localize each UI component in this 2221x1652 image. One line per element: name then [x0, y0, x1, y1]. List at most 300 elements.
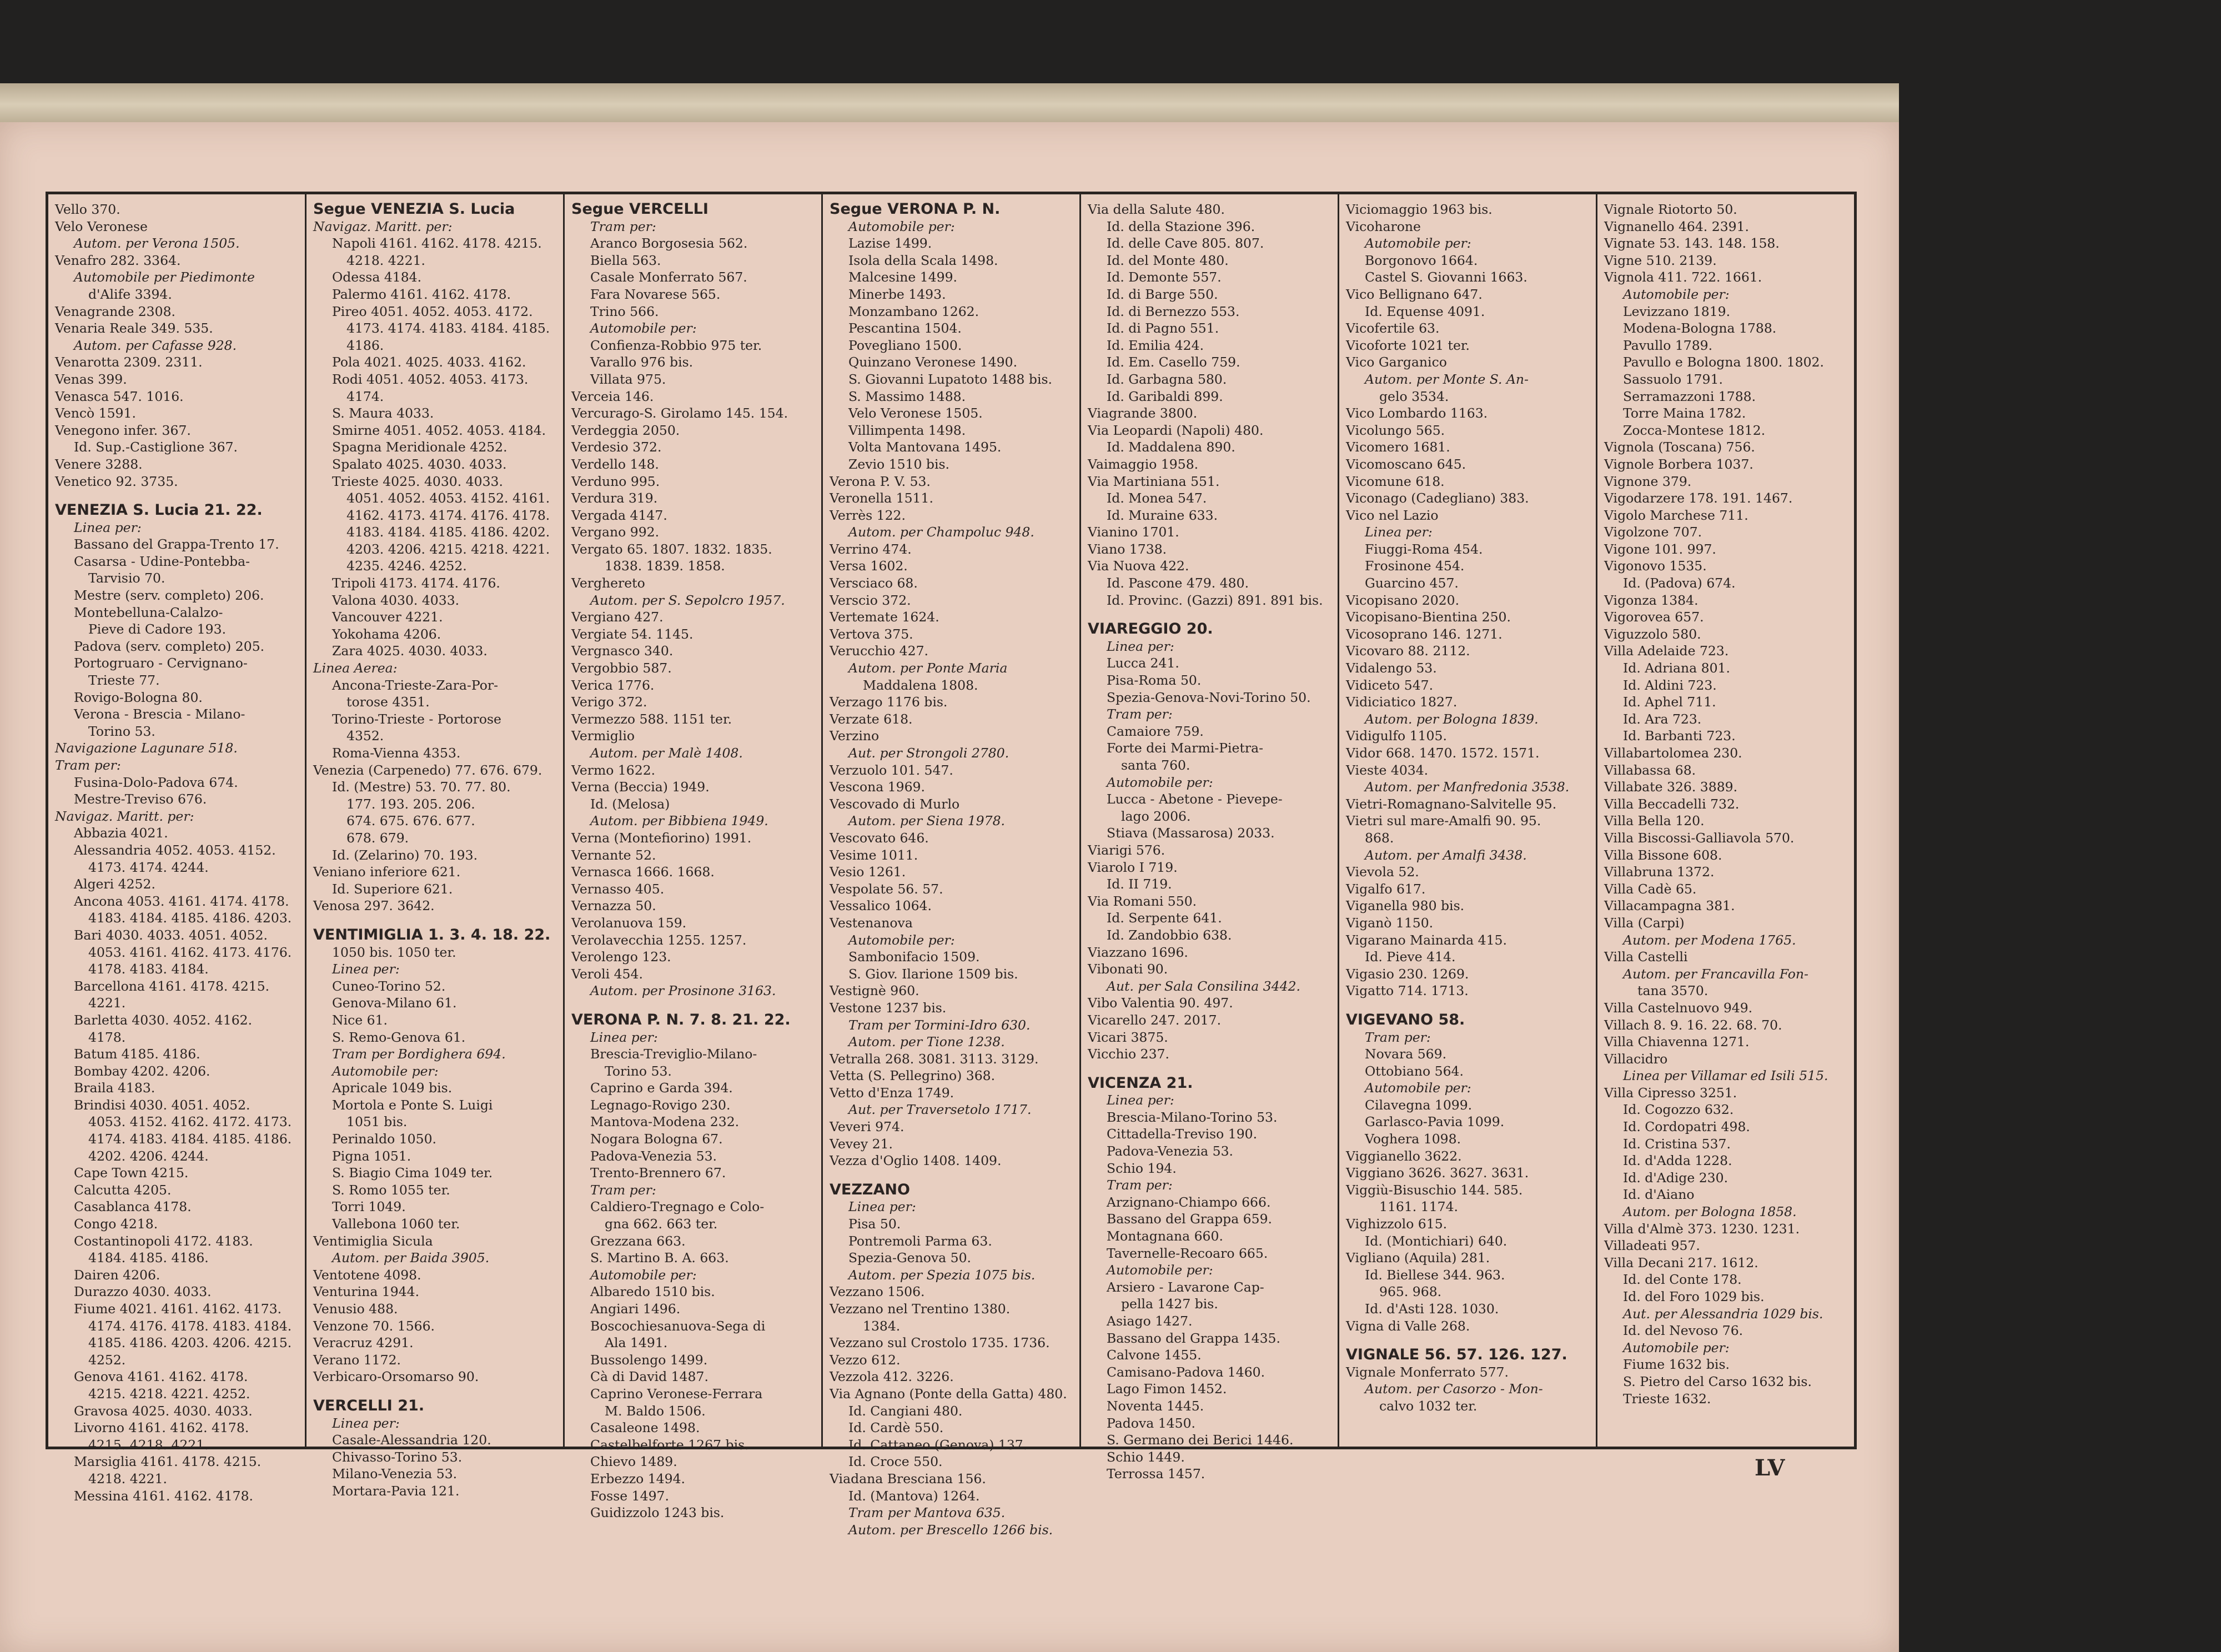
index-entry: Tram per:	[55, 757, 121, 773]
index-entry: Id. d'Adda 1228.	[1623, 1153, 1732, 1169]
index-entry: Caprino e Garda 394.	[590, 1080, 733, 1096]
index-entry: Autom. per Ponte Maria	[848, 660, 1008, 676]
index-entry: Vieste 4034.	[1346, 762, 1429, 778]
index-entry: Vighizzolo 615.	[1346, 1216, 1448, 1232]
index-entry: Abbazia 4021.	[74, 825, 168, 841]
index-entry: Autom. per Baida 3905.	[332, 1250, 490, 1266]
index-entry: Pisa 50.	[848, 1216, 901, 1232]
index-entry: Vernasca 1666. 1668.	[571, 864, 715, 880]
index-entry: Venusio 488.	[313, 1301, 398, 1317]
index-entry: Autom. per Malè 1408.	[590, 745, 743, 761]
index-entry: Vianino 1701.	[1088, 524, 1179, 540]
index-entry: Verna (Beccia) 1949.	[571, 779, 710, 795]
index-entry: Vergada 4147.	[571, 507, 667, 523]
index-entry: Levizzano 1819.	[1623, 303, 1731, 319]
index-entry: Terrossa 1457.	[1107, 1466, 1205, 1482]
index-entry: Vicosoprano 146. 1271.	[1346, 626, 1503, 642]
index-entry: Linea per:	[1107, 1092, 1174, 1108]
index-entry: Braila 4183.	[74, 1080, 155, 1096]
index-entry: Vidiceto 547.	[1346, 677, 1434, 693]
index-entry: Id. Garbagna 580.	[1107, 371, 1227, 387]
index-entry: Aut. per Traversetolo 1717.	[848, 1102, 1032, 1118]
index-entry: Id. Cogozzo 632.	[1623, 1102, 1734, 1118]
index-entry: Veroli 454.	[571, 966, 643, 982]
index-entry: Lucca 241.	[1107, 655, 1179, 671]
index-table	[46, 192, 1857, 1538]
index-entry: Tram per Mantova 635.	[848, 1505, 1006, 1521]
index-entry: Id. del Conte 178.	[1623, 1272, 1742, 1288]
index-entry: Monzambano 1262.	[848, 303, 979, 319]
index-entry: lago 2006.	[1121, 808, 1191, 824]
index-entry: 4218. 4221.	[88, 1470, 168, 1487]
index-entry: 678. 679.	[346, 830, 409, 846]
index-entry: S. Remo-Genova 61.	[332, 1029, 466, 1045]
index-entry: Autom. per Siena 1978.	[848, 813, 1005, 829]
index-entry: Quinzano Veronese 1490.	[848, 354, 1018, 370]
index-entry: Autom. per Casorzo - Mon-	[1365, 1381, 1543, 1397]
index-entry: Autom. per Monte S. An-	[1365, 371, 1529, 387]
index-entry: Autom. per Amalfi 3438.	[1365, 847, 1527, 863]
index-entry: gna 662. 663 ter.	[605, 1216, 718, 1232]
index-entry: Venagrande 2308.	[55, 303, 175, 319]
index-entry: S. Romo 1055 ter.	[332, 1182, 450, 1198]
index-entry: Tram per:	[1365, 1029, 1431, 1045]
index-entry: Venere 3288.	[55, 456, 143, 472]
index-entry: Vertova 375.	[830, 626, 913, 642]
index-entry: Via Agnano (Ponte della Gatta) 480.	[830, 1385, 1067, 1402]
index-entry: Automobile per:	[1623, 1339, 1730, 1355]
index-entry: Id. Cordopatri 498.	[1623, 1119, 1750, 1135]
index-entry: 4202. 4206. 4244.	[88, 1148, 209, 1164]
index-entry: Vignola (Toscana) 756.	[1604, 439, 1755, 455]
index-entry: Torre Maina 1782.	[1623, 405, 1746, 421]
index-entry: Pieve di Cadore 193.	[88, 621, 227, 637]
index-entry: Sassuolo 1791.	[1623, 371, 1723, 387]
index-entry: Guidizzolo 1243 bis.	[590, 1505, 725, 1521]
index-entry: Barcellona 4161. 4178. 4215.	[74, 978, 270, 994]
index-entry: Angiari 1496.	[590, 1301, 681, 1317]
index-entry: Zara 4025. 4030. 4033.	[332, 643, 488, 659]
index-entry: Cape Town 4215.	[74, 1165, 189, 1181]
index-entry: Vezzano sul Crostolo 1735. 1736.	[830, 1335, 1050, 1351]
index-entry: Vello 370.	[55, 202, 120, 217]
index-entry: Autom. per Francavilla Fon-	[1623, 966, 1808, 982]
index-entry: Vidiciatico 1827.	[1346, 694, 1458, 710]
index-entry: Nice 61.	[332, 1012, 388, 1028]
index-entry: Vergnasco 340.	[571, 643, 674, 659]
index-entry: Linea per:	[332, 1415, 400, 1431]
index-entry: Tram per:	[590, 218, 656, 234]
index-entry: Viguzzolo 580.	[1604, 626, 1701, 642]
index-entry: Isola della Scala 1498.	[848, 252, 998, 268]
index-entry: Autom. per Bologna 1839.	[1365, 711, 1539, 727]
index-entry: 1838. 1839. 1858.	[605, 558, 725, 574]
index-entry: Villata 975.	[590, 371, 666, 387]
index-entry: Vetto d'Enza 1749.	[830, 1084, 954, 1101]
index-entry: Casale Monferrato 567.	[590, 269, 747, 285]
index-entry: Spagna Meridionale 4252.	[332, 439, 507, 455]
index-entry: Torino 53.	[605, 1063, 672, 1079]
index-entry: Vidalengo 53.	[1346, 660, 1437, 676]
index-entry: 4221.	[88, 995, 126, 1011]
index-entry: Durazzo 4030. 4033.	[74, 1284, 212, 1300]
index-entry: Autom. per Spezia 1075 bis.	[848, 1267, 1036, 1283]
index-entry: Congo 4218.	[74, 1216, 158, 1232]
index-entry: Vigolzone 707.	[1604, 524, 1702, 540]
index-entry: Tavernelle-Recoaro 665.	[1107, 1245, 1268, 1261]
index-entry: Vicofertile 63.	[1346, 320, 1440, 337]
index-entry: Id. Biellese 344. 963.	[1365, 1267, 1505, 1283]
index-entry: Lucca - Abetone - Pievepe-	[1107, 791, 1283, 807]
index-entry: Verna (Montefiorino) 1991.	[571, 830, 752, 846]
index-entry: Vetta (S. Pellegrino) 368.	[830, 1068, 996, 1084]
index-entry: Verigo 372.	[571, 694, 647, 710]
index-entry: Bassano del Grappa 659.	[1107, 1211, 1273, 1227]
index-entry: Pavullo 1789.	[1623, 337, 1713, 353]
index-entry: Marsiglia 4161. 4178. 4215.	[74, 1454, 262, 1470]
index-entry: Spezia-Genova 50.	[848, 1250, 971, 1266]
index-entry: Vigodarzere 178. 191. 1467.	[1604, 490, 1793, 506]
index-entry: Pavullo e Bologna 1800. 1802.	[1623, 354, 1824, 370]
index-entry: Tarvisio 70.	[88, 570, 165, 586]
index-entry: Viadana Bresciana 156.	[830, 1470, 986, 1487]
index-entry: Vignate 53. 143. 148. 158.	[1604, 235, 1780, 252]
index-entry: Vigonovo 1535.	[1604, 558, 1707, 574]
index-entry: Villabate 326. 3889.	[1604, 779, 1738, 795]
index-entry: Via Nuova 422.	[1088, 558, 1189, 574]
index-entry: Camaiore 759.	[1107, 723, 1204, 739]
index-entry: Id. Ara 723.	[1623, 711, 1702, 727]
index-entry: Automobile per:	[848, 218, 955, 234]
index-entry: Vidor 668. 1470. 1572. 1571.	[1346, 745, 1540, 761]
index-entry: Vaimaggio 1958.	[1088, 456, 1199, 472]
index-entry: 4252.	[88, 1352, 126, 1368]
index-column-5	[1081, 194, 1339, 1482]
index-entry: Verolanuova 159.	[571, 915, 687, 931]
index-entry: Veronella 1511.	[830, 490, 933, 506]
index-entry: Mantova-Modena 232.	[590, 1114, 740, 1130]
index-entry: Vestone 1237 bis.	[830, 1000, 947, 1016]
index-entry: Villa Beccadelli 732.	[1604, 796, 1740, 812]
index-entry: Napoli 4161. 4162. 4178. 4215.	[332, 235, 542, 252]
index-entry: 4173. 4174. 4183. 4184. 4185.	[346, 320, 550, 337]
index-entry: torose 4351.	[346, 694, 430, 710]
section-heading: VEZZANO	[830, 1181, 910, 1198]
index-entry: Bassano del Grappa-Trento 17.	[74, 536, 279, 553]
index-entry: Vicoforte 1021 ter.	[1346, 337, 1470, 353]
index-entry: Ancona-Trieste-Zara-Por-	[332, 677, 499, 693]
index-entry: Villa Decani 217. 1612.	[1604, 1254, 1758, 1271]
index-entry: Vernasso 405.	[571, 881, 665, 897]
index-entry: Villimpenta 1498.	[848, 422, 966, 438]
index-entry: Viggianello 3622.	[1346, 1148, 1462, 1164]
index-entry: Vignale Riotorto 50.	[1604, 202, 1737, 217]
index-entry: 4053. 4152. 4162. 4172. 4173.	[88, 1114, 292, 1130]
index-entry: Ventimiglia Sicula	[313, 1233, 433, 1249]
index-entry: Apricale 1049 bis.	[332, 1080, 453, 1096]
index-entry: Arzignano-Chiampo 666.	[1107, 1194, 1271, 1210]
index-entry: Id. Emilia 424.	[1107, 337, 1204, 353]
index-entry: S. Martino B. A. 663.	[590, 1250, 729, 1266]
index-entry: Montagnana 660.	[1107, 1228, 1223, 1244]
index-entry: Linea Aerea:	[313, 660, 398, 676]
index-entry: Vernante 52.	[571, 847, 656, 863]
index-entry: Smirne 4051. 4052. 4053. 4184.	[332, 422, 546, 438]
index-entry: Id. del Nevoso 76.	[1623, 1323, 1743, 1339]
index-column-7	[1597, 194, 1854, 1447]
section-heading: VERONA P. N. 7. 8. 21. 22.	[571, 1011, 791, 1028]
index-entry: Pontremoli Parma 63.	[848, 1233, 992, 1249]
index-entry: Modena-Bologna 1788.	[1623, 320, 1777, 337]
index-entry: Lago Fimon 1452.	[1107, 1381, 1227, 1397]
index-entry: Pigna 1051.	[332, 1148, 411, 1164]
index-entry: 1050 bis. 1050 ter.	[332, 944, 456, 960]
index-entry: Vigliano (Aquila) 281.	[1346, 1250, 1490, 1266]
index-entry: Padova-Venezia 53.	[1107, 1143, 1233, 1159]
index-entry: Rodi 4051. 4052. 4053. 4173.	[332, 371, 529, 387]
index-entry: Verduno 995.	[571, 473, 660, 489]
index-entry: Id. Zandobbio 638.	[1107, 927, 1232, 943]
index-entry: Vermezzo 588. 1151 ter.	[571, 711, 732, 727]
index-entry: 4184. 4185. 4186.	[88, 1250, 209, 1266]
index-entry: Villa Cipresso 3251.	[1604, 1084, 1737, 1101]
index-entry: Viano 1738.	[1088, 541, 1167, 557]
index-entry: Id. Superiore 621.	[332, 881, 453, 897]
index-entry: Viggiano 3626. 3627. 3631.	[1346, 1165, 1529, 1181]
index-entry: Id. Cardè 550.	[848, 1420, 944, 1436]
index-entry: Automobile per:	[848, 932, 955, 948]
index-entry: Casarsa - Udine-Pontebba-	[74, 553, 250, 569]
index-entry: Vievola 52.	[1346, 864, 1419, 880]
index-entry: Id. Aphel 711.	[1623, 694, 1716, 710]
index-entry: Id. Em. Casello 759.	[1107, 354, 1240, 370]
index-entry: Torri 1049.	[332, 1199, 406, 1215]
index-entry: Barletta 4030. 4052. 4162.	[74, 1012, 253, 1028]
index-entry: Fiume 1632 bis.	[1623, 1357, 1730, 1373]
index-entry: Id. (Melosa)	[590, 796, 670, 812]
index-entry: Villabassa 68.	[1604, 762, 1696, 778]
index-entry: Villabruna 1372.	[1604, 864, 1715, 880]
index-entry: Zocca-Montese 1812.	[1623, 422, 1766, 438]
index-entry: 4051. 4052. 4053. 4152. 4161.	[346, 490, 550, 506]
index-entry: Bari 4030. 4033. 4051. 4052.	[74, 927, 268, 943]
index-entry: Vergato 65. 1807. 1832. 1835.	[571, 541, 772, 557]
index-entry: Verscio 372.	[830, 592, 911, 608]
index-entry: Vicopisano 2020.	[1346, 592, 1460, 608]
section-heading: Segue VERONA P. N.	[830, 200, 1001, 218]
index-entry: 4215. 4218. 4221. 4252.	[88, 1385, 250, 1402]
index-entry: Pireo 4051. 4052. 4053. 4172.	[332, 303, 533, 319]
index-entry: Montebelluna-Calalzo-	[74, 604, 223, 620]
index-entry: 4162. 4173. 4174. 4176. 4178.	[346, 507, 550, 523]
index-entry: Vetralla 268. 3081. 3113. 3129.	[830, 1051, 1039, 1067]
index-entry: Id. Demonte 557.	[1107, 269, 1222, 285]
index-entry: Id. Provinc. (Gazzi) 891. 891 bis.	[1107, 592, 1323, 608]
index-entry: Venaria Reale 349. 535.	[55, 320, 213, 337]
index-entry: Venarotta 2309. 2311.	[55, 354, 203, 370]
index-entry: Vigorovea 657.	[1604, 609, 1704, 625]
index-entry: Villa Castelli	[1604, 949, 1688, 965]
index-entry: Vezzo 612.	[830, 1352, 901, 1368]
index-entry: Cilavegna 1099.	[1365, 1097, 1473, 1113]
index-entry: Villadeati 957.	[1604, 1238, 1700, 1254]
index-entry: Villabartolomea 230.	[1604, 745, 1742, 761]
index-entry: Tram per:	[590, 1182, 656, 1198]
index-entry: Vigna di Valle 268.	[1346, 1318, 1470, 1334]
index-entry: Vezzola 412. 3226.	[830, 1369, 954, 1385]
index-entry: Vergano 992.	[571, 524, 660, 540]
index-entry: Villa (Carpi)	[1604, 915, 1685, 931]
index-entry: Vergiate 54. 1145.	[571, 626, 694, 642]
index-entry: Tram per Bordighera 694.	[332, 1046, 506, 1062]
index-entry: Id. Aldini 723.	[1623, 677, 1717, 693]
index-entry: Brindisi 4030. 4051. 4052.	[74, 1097, 250, 1113]
index-entry: Autom. per Manfredonia 3538.	[1365, 779, 1570, 795]
index-entry: Vigasio 230. 1269.	[1346, 966, 1469, 982]
index-entry: Trieste 4025. 4030. 4033.	[332, 473, 503, 489]
index-entry: Novara 569.	[1365, 1046, 1447, 1062]
index-entry: Pisa-Roma 50.	[1107, 672, 1202, 689]
index-entry: Vicomune 618.	[1346, 473, 1445, 489]
index-entry: Venturina 1944.	[313, 1284, 420, 1300]
index-entry: Brescia-Treviglio-Milano-	[590, 1046, 757, 1062]
index-column-6	[1339, 194, 1597, 1447]
index-entry: Veracruz 4291.	[313, 1335, 414, 1351]
index-entry: Id. Monea 547.	[1107, 490, 1207, 506]
index-entry: Id. d'Adige 230.	[1623, 1169, 1728, 1186]
index-entry: Vigne 510. 2139.	[1604, 252, 1717, 268]
index-entry: Viciomaggio 1963 bis.	[1346, 202, 1493, 217]
index-entry: Vancouver 4221.	[332, 609, 443, 625]
index-entry: gelo 3534.	[1379, 388, 1449, 404]
index-entry: Linea per:	[1107, 638, 1174, 654]
index-entry: Vicopisano-Bientina 250.	[1346, 609, 1511, 625]
index-entry: Via Martiniana 551.	[1088, 473, 1220, 489]
index-entry: Zevio 1510 bis.	[848, 456, 950, 472]
index-entry: Via Romani 550.	[1088, 893, 1197, 909]
index-entry: 4183. 4184. 4185. 4186. 4202.	[346, 524, 550, 540]
index-entry: Vibonati 90.	[1088, 961, 1168, 977]
index-entry: 4203. 4206. 4215. 4218. 4221.	[346, 541, 550, 557]
index-entry: Fiuggi-Roma 454.	[1365, 541, 1483, 557]
index-entry: Venzone 70. 1566.	[313, 1318, 435, 1334]
index-entry: Id. di Pagno 551.	[1107, 320, 1219, 337]
index-entry: Vesime 1011.	[830, 847, 918, 863]
index-entry: Torino-Trieste - Portorose	[332, 711, 501, 727]
index-entry: Villacampagna 381.	[1604, 898, 1735, 914]
index-entry: Calvone 1455.	[1107, 1347, 1202, 1363]
index-entry: Veveri 974.	[830, 1119, 905, 1135]
index-entry: Autom. per Bologna 1858.	[1623, 1204, 1797, 1220]
index-entry: Biella 563.	[590, 252, 661, 268]
index-entry: 4173. 4174. 4244.	[88, 859, 209, 875]
index-entry: Rovigo-Bologna 80.	[74, 689, 203, 705]
index-entry: Vergobbio 587.	[571, 660, 672, 676]
index-entry: Vicovaro 88. 2112.	[1346, 643, 1470, 659]
index-entry: pella 1427 bis.	[1121, 1296, 1218, 1312]
index-entry: Vezzano 1506.	[830, 1284, 925, 1300]
index-entry: Verzago 1176 bis.	[830, 694, 948, 710]
index-entry: Viarigi 576.	[1088, 842, 1165, 858]
index-entry: 4185. 4186. 4203. 4206. 4215.	[88, 1335, 292, 1351]
index-entry: 4178.	[88, 1029, 126, 1045]
index-entry: Nogara Bologna 67.	[590, 1131, 723, 1147]
index-entry: Verolengo 123.	[571, 949, 671, 965]
index-entry: Viarolo I 719.	[1088, 859, 1178, 875]
page-number: LV	[1755, 1455, 1785, 1481]
index-entry: Versa 1602.	[830, 558, 908, 574]
section-heading: VERCELLI 21.	[313, 1397, 425, 1414]
index-entry: Noventa 1445.	[1107, 1398, 1204, 1414]
index-entry: Verzino	[830, 728, 880, 744]
index-entry: Verucchio 427.	[830, 643, 929, 659]
index-entry: Vermiglio	[571, 728, 635, 744]
index-entry: Trieste 1632.	[1623, 1390, 1711, 1407]
index-entry: 868.	[1365, 830, 1394, 846]
index-entry: Verghereto	[571, 575, 645, 591]
index-entry: Caldiero-Tregnago e Colo-	[590, 1199, 765, 1215]
index-entry: Odessa 4184.	[332, 269, 422, 285]
index-entry: Padova (serv. completo) 205.	[74, 638, 265, 654]
index-entry: Algeri 4252.	[74, 876, 155, 892]
index-entry: Bussolengo 1499.	[590, 1352, 708, 1368]
section-heading: VIGEVANO 58.	[1346, 1011, 1465, 1028]
index-entry: Vallebona 1060 ter.	[332, 1216, 460, 1232]
index-entry: Automobile per:	[590, 320, 697, 337]
index-entry: 4174. 4183. 4184. 4185. 4186.	[88, 1131, 292, 1147]
section-heading: Segue VERCELLI	[571, 200, 708, 218]
index-entry: Boscochiesanuova-Sega di	[590, 1318, 766, 1334]
index-entry: Vicoharone	[1346, 218, 1421, 234]
index-entry: Valona 4030. 4033.	[332, 592, 460, 608]
index-entry: Automobile per:	[1107, 774, 1213, 790]
index-entry: Torino 53.	[88, 723, 155, 739]
index-entry: Venafro 282. 3364.	[55, 252, 181, 268]
index-entry: Trino 566.	[590, 303, 659, 319]
index-entry: Vesio 1261.	[830, 864, 906, 880]
index-entry: Viganella 980 bis.	[1346, 898, 1465, 914]
index-entry: Viganò 1150.	[1346, 915, 1434, 931]
index-entry: Id. (Mestre) 53. 70. 77. 80.	[332, 779, 511, 795]
index-entry: Camisano-Padova 1460.	[1107, 1364, 1265, 1380]
index-entry: Id. di Bernezzo 553.	[1107, 303, 1240, 319]
index-entry: Id. II 719.	[1107, 876, 1172, 892]
index-entry: Id. Barbanti 723.	[1623, 728, 1736, 744]
index-entry: Serramazzoni 1788.	[1623, 388, 1756, 404]
index-entry: Viggiù-Bisuschio 144. 585.	[1346, 1182, 1523, 1198]
index-entry: Trieste 77.	[88, 672, 160, 689]
index-entry: Vespolate 56. 57.	[830, 881, 943, 897]
index-entry: 4178. 4183. 4184.	[88, 961, 209, 977]
index-entry: Id. del Foro 1029 bis.	[1623, 1289, 1765, 1304]
index-entry: Grezzana 663.	[590, 1233, 686, 1249]
index-entry: Verica 1776.	[571, 677, 655, 693]
index-entry: Ala 1491.	[605, 1335, 668, 1351]
index-entry: Velo Veronese 1505.	[848, 405, 983, 421]
index-entry: Versciaco 68.	[830, 575, 918, 591]
show-through-heading	[233, 147, 1677, 186]
index-entry: Vignole Borbera 1037.	[1604, 456, 1753, 472]
index-entry: Vigarano Mainarda 415.	[1346, 932, 1507, 948]
index-entry: Batum 4185. 4186.	[74, 1046, 200, 1062]
index-entry: Verdura 319.	[571, 490, 658, 506]
index-entry: Villach 8. 9. 16. 22. 68. 70.	[1604, 1017, 1782, 1033]
index-entry: Automobile per:	[1365, 235, 1471, 252]
index-entry: Borgonovo 1664.	[1365, 252, 1478, 268]
index-entry: Bassano del Grappa 1435.	[1107, 1330, 1280, 1346]
index-entry: Vigatto 714. 1713.	[1346, 983, 1469, 999]
index-entry: Id. Garibaldi 899.	[1107, 388, 1223, 404]
